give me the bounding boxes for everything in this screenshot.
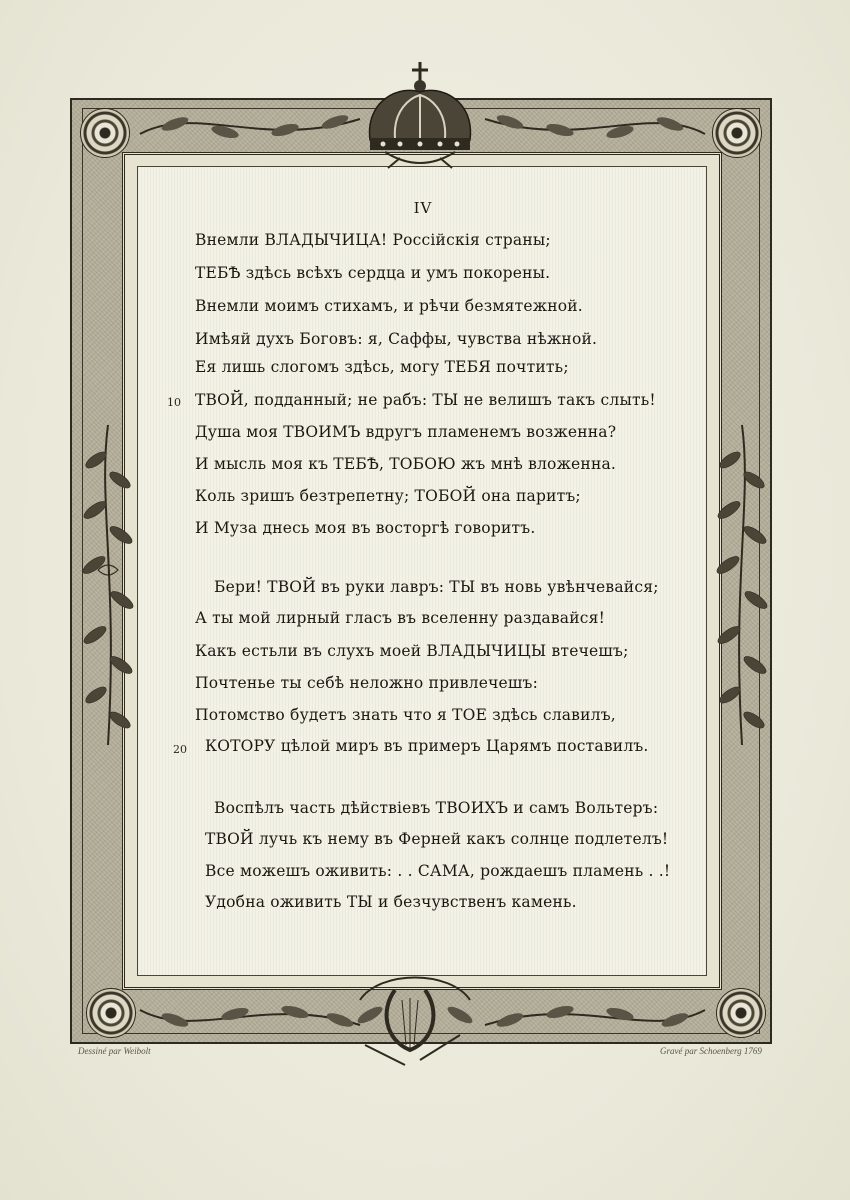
bottom-right-rosette-icon (716, 988, 766, 1038)
verse-line: ТВОЙ лучь къ нему въ Ферней какъ солнце подлетелъ! (205, 830, 669, 848)
verse-line: Потомство будетъ знать что я ТОЕ здѣсь славилъ, (195, 706, 616, 724)
verse-line: Все можешъ оживить: . . САМА, рождаешъ пламень . .! (205, 862, 671, 880)
verse-line: Душа моя ТВОИМЪ вдругъ пламенемъ возженна? (195, 423, 617, 441)
engraver-caption: Gravé par Schoenberg 1769 (660, 1046, 762, 1056)
verse-line: А ты мой лирный гласъ въ вселенну раздавайся! (195, 609, 606, 627)
verse-line: Бери! ТВОЙ въ руки лавръ: ТЫ въ новь увѣнчевайся; (214, 578, 659, 596)
verse-line: Какъ естьли въ слухъ моей ВЛАДЫЧИЦЫ втечешъ; (195, 642, 629, 660)
top-left-foliage-icon (135, 104, 365, 154)
verse-line: Ея лишь слогомъ здѣсь, могу ТЕБЯ почтить; (195, 358, 569, 376)
verse-line: Почтенье ты себѣ неложно привлечешъ: (195, 674, 538, 692)
bottom-left-rosette-icon (86, 988, 136, 1038)
verse-line: Имѣяй духъ Боговъ: я, Саффы, чувства нѣжной. (195, 330, 598, 348)
right-laurel-branch-icon (712, 420, 772, 750)
line-number: 20 (173, 743, 187, 756)
verse-line: ТЕБѢ здѣсь всѣхъ сердца и умъ покорены. (195, 264, 551, 282)
stanza-number: IV (413, 199, 433, 217)
verse-line: И мысль моя къ ТЕБѢ, ТОБОЮ жъ мнѣ вложенна. (195, 455, 617, 473)
verse-line: Удобна оживить ТЫ и безчувственъ камень. (205, 893, 577, 911)
bottom-right-foliage-icon (480, 990, 710, 1040)
bottom-left-foliage-icon (135, 990, 365, 1040)
lyre-icon (340, 960, 490, 1070)
crown-icon (355, 60, 485, 170)
verse-line: Воспѣлъ часть дѣйствіевъ ТВОИХЪ и самъ Вольтеръ: (214, 799, 659, 817)
verse-line: ТВОЙ, подданный; не рабъ: ТЫ не велишъ такъ слыть! (195, 391, 656, 409)
verse-line: Коль зришъ безтрепетну; ТОБОЙ она паритъ; (195, 487, 581, 505)
top-right-rosette-icon (712, 108, 762, 158)
line-number: 10 (167, 396, 181, 409)
verse-line: Внемли моимъ стихамъ, и рѣчи безмятежной. (195, 297, 583, 315)
verse-line: Внемли ВЛАДЫЧИЦА! Россійскія страны; (195, 231, 551, 249)
designer-caption: Dessiné par Weibolt (78, 1046, 151, 1056)
left-laurel-branch-icon (78, 420, 138, 750)
top-right-foliage-icon (480, 104, 710, 154)
top-left-rosette-icon (80, 108, 130, 158)
verse-line: КОТОРУ цѣлой миръ въ примеръ Царямъ поставилъ. (205, 737, 649, 755)
verse-line: И Муза днесь моя въ восторгѣ говоритъ. (195, 519, 536, 537)
text-panel (137, 166, 707, 976)
